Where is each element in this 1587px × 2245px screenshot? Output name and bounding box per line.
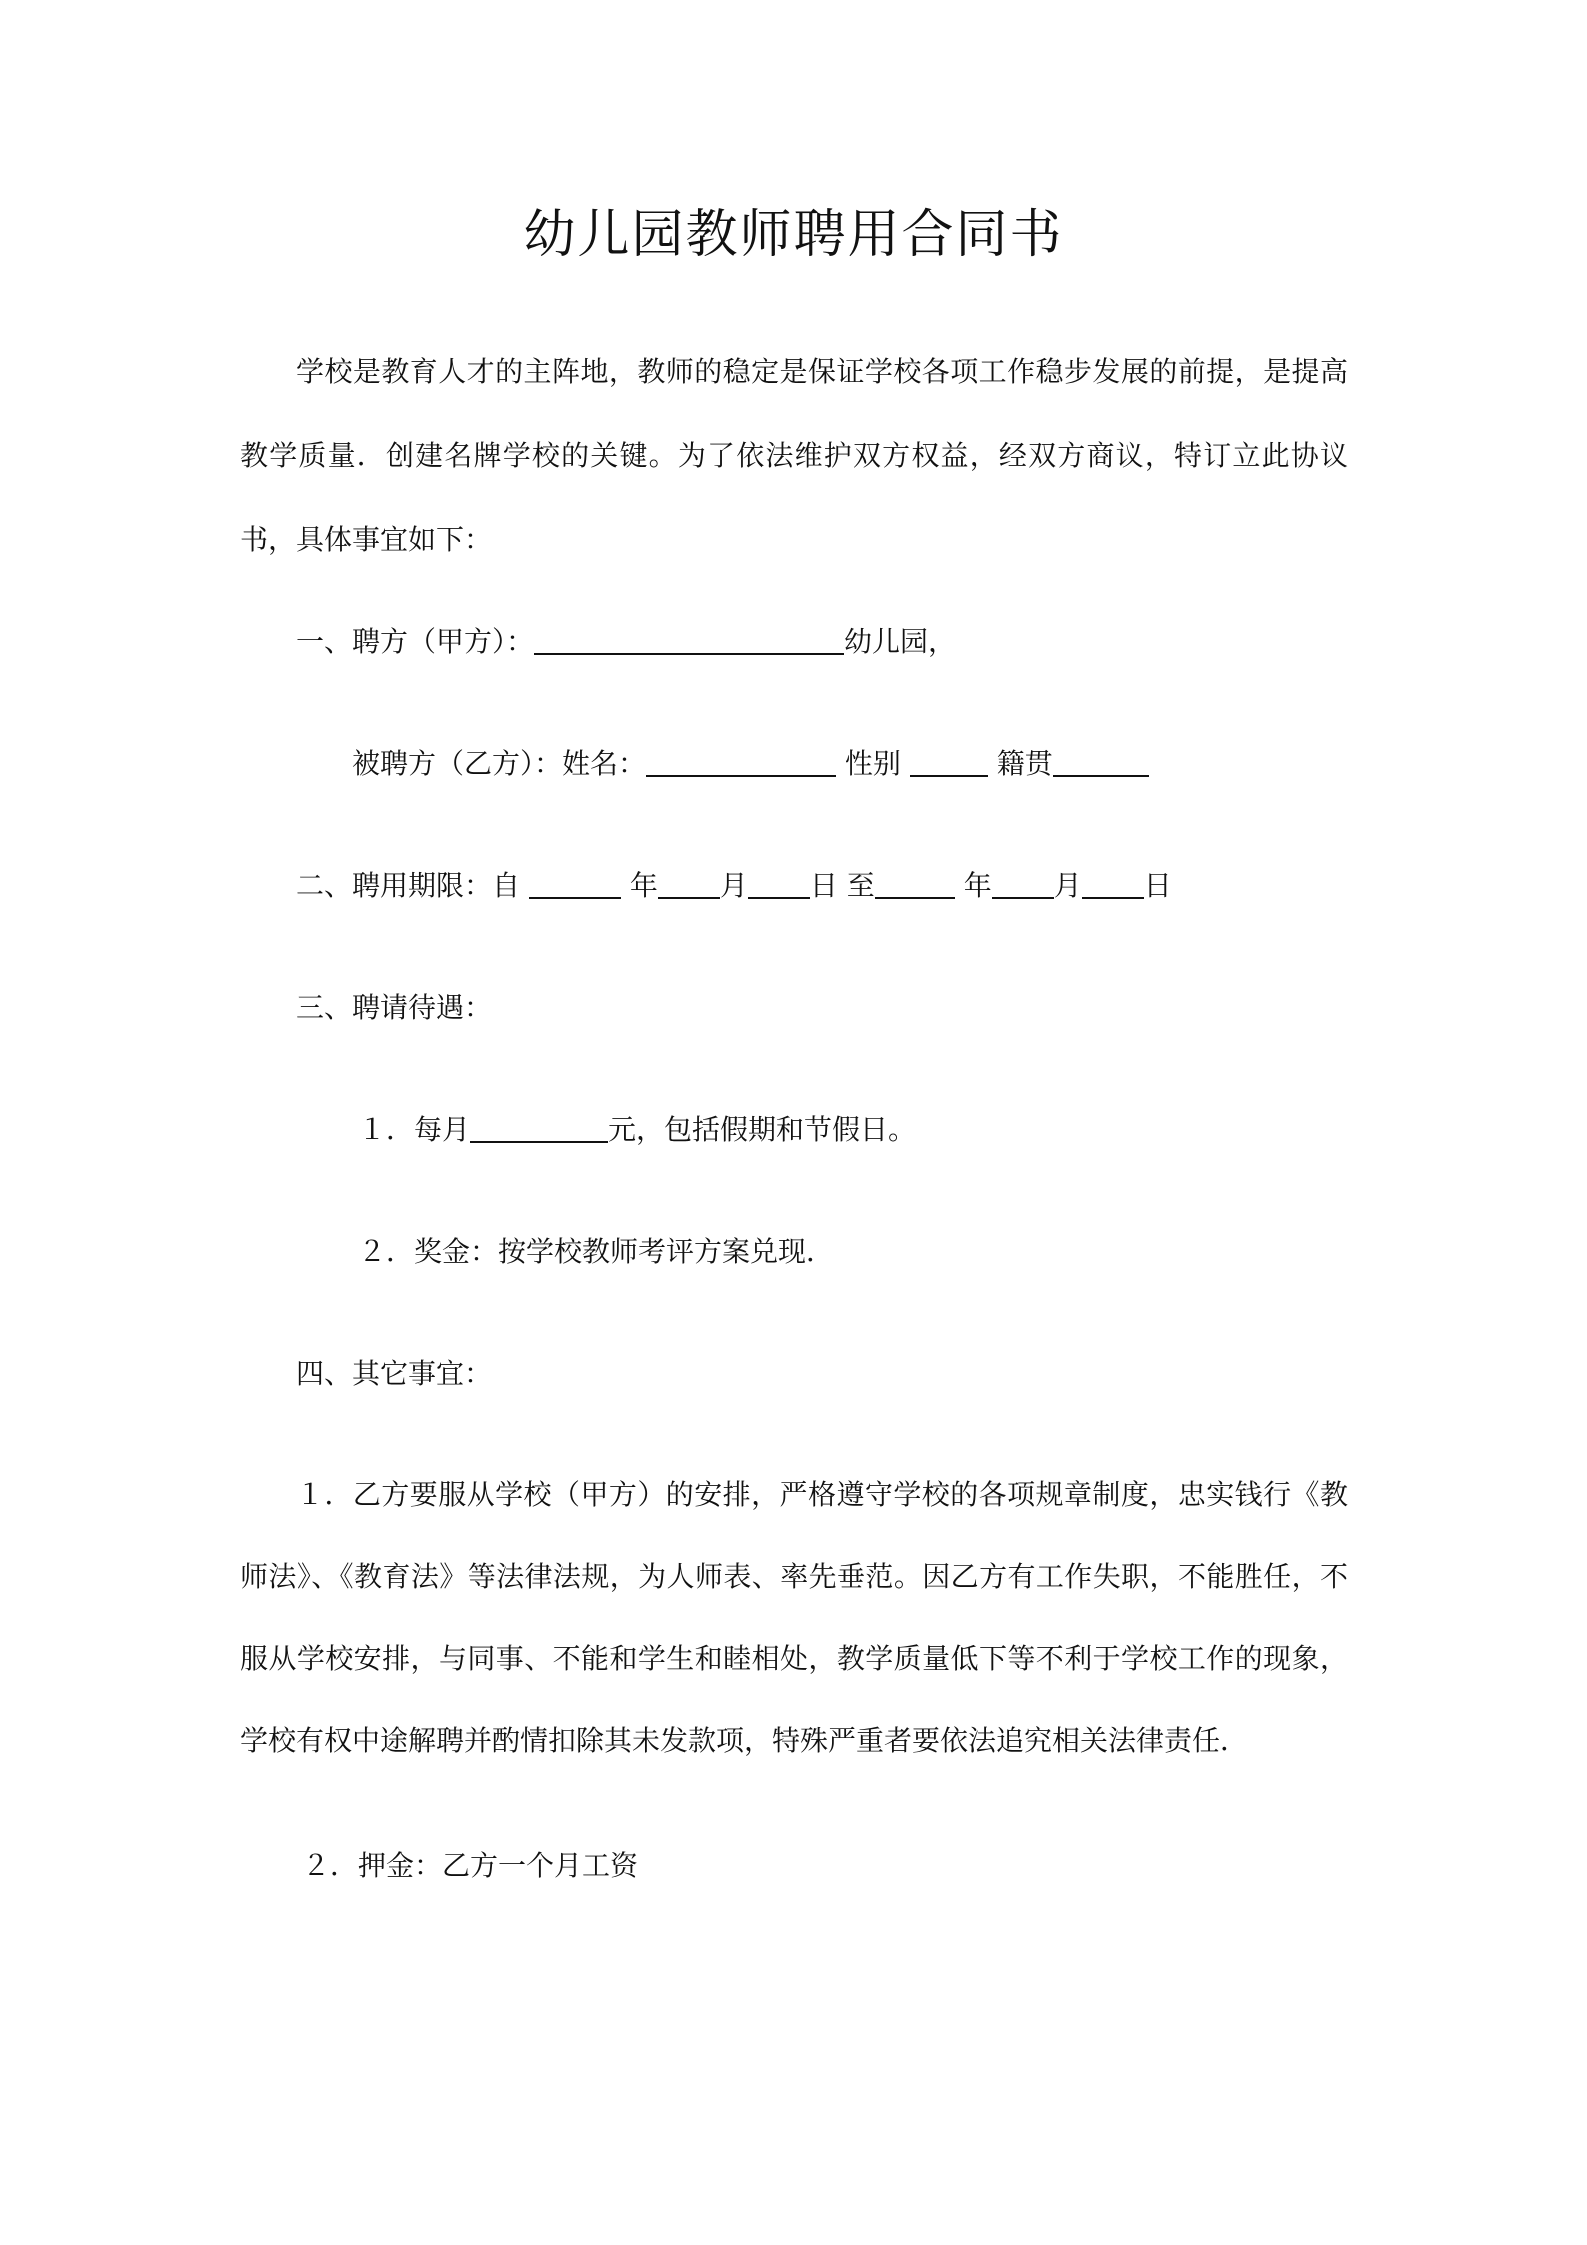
start-month-label: 月 <box>719 869 748 902</box>
other-matters-item-1: １．乙方要服从学校（甲方）的安排，严格遵守学校的各项规章制度，忠实钱行《教师法》、《教育法》等法律法规，为人师表、率先垂范。因乙方有工作失职，不能胜任，不服从学校安排，与同事、不能和学生和睦相处，教学质量低下等不利于学校工作的现象，学校有权中途解聘并酌情扣除其未发款项，特殊严重者要依法追究相关法律责任． <box>240 1478 1348 1757</box>
party-b-name-blank[interactable] <box>646 745 836 777</box>
intro-paragraph: 学校是教育人才的主阵地，教师的稳定是保证学校各项工作稳步发展的前提，是提高教学质量．创建名牌学校的关键。为了依法维护双方权益，经双方商议，特订立此协议书，具体事宜如下： <box>240 355 1348 556</box>
start-day-blank[interactable] <box>748 867 810 899</box>
party-a-name-blank[interactable] <box>534 623 844 655</box>
party-b-line <box>352 744 1149 784</box>
monthly-salary-prefix: １．每月 <box>358 1113 471 1146</box>
deposit-line: ２．押金：乙方一个月工资 <box>302 1849 639 1882</box>
end-month-label: 月 <box>1053 869 1082 902</box>
party-b-label: 被聘方（乙方）：姓名： <box>352 747 647 780</box>
end-month-blank[interactable] <box>992 867 1054 899</box>
native-place-label: 籍贯 <box>996 747 1053 780</box>
other-matters-heading: 四、其它事宜： <box>296 1357 493 1390</box>
end-day-label: 日 <box>1143 869 1172 902</box>
start-month-blank[interactable] <box>658 867 720 899</box>
monthly-salary-line <box>358 1110 916 1150</box>
gender-blank[interactable] <box>910 745 988 777</box>
party-a-suffix: 幼儿园， <box>844 625 957 658</box>
term-label: 二、聘用期限：自 <box>296 869 521 902</box>
end-day-blank[interactable] <box>1082 867 1144 899</box>
monthly-salary-blank[interactable] <box>470 1111 608 1143</box>
to-label: 至 <box>846 869 875 902</box>
term-line <box>296 866 1172 906</box>
end-year-label: 年 <box>963 869 992 902</box>
document-title: 幼儿园教师聘用合同书 <box>523 205 1064 265</box>
party-a-label: 一、聘方（甲方）： <box>296 625 535 658</box>
treatment-heading: 三、聘请待遇： <box>296 991 493 1024</box>
end-year-blank[interactable] <box>875 867 955 899</box>
gender-label: 性别 <box>844 747 901 780</box>
start-year-label: 年 <box>629 869 658 902</box>
start-day-label: 日 <box>809 869 838 902</box>
party-a-line <box>296 622 956 662</box>
monthly-salary-suffix: 元，包括假期和节假日。 <box>608 1113 917 1146</box>
native-place-blank[interactable] <box>1053 745 1149 777</box>
start-year-blank[interactable] <box>529 867 621 899</box>
bonus-line: ２．奖金：按学校教师考评方案兑现． <box>358 1235 835 1268</box>
